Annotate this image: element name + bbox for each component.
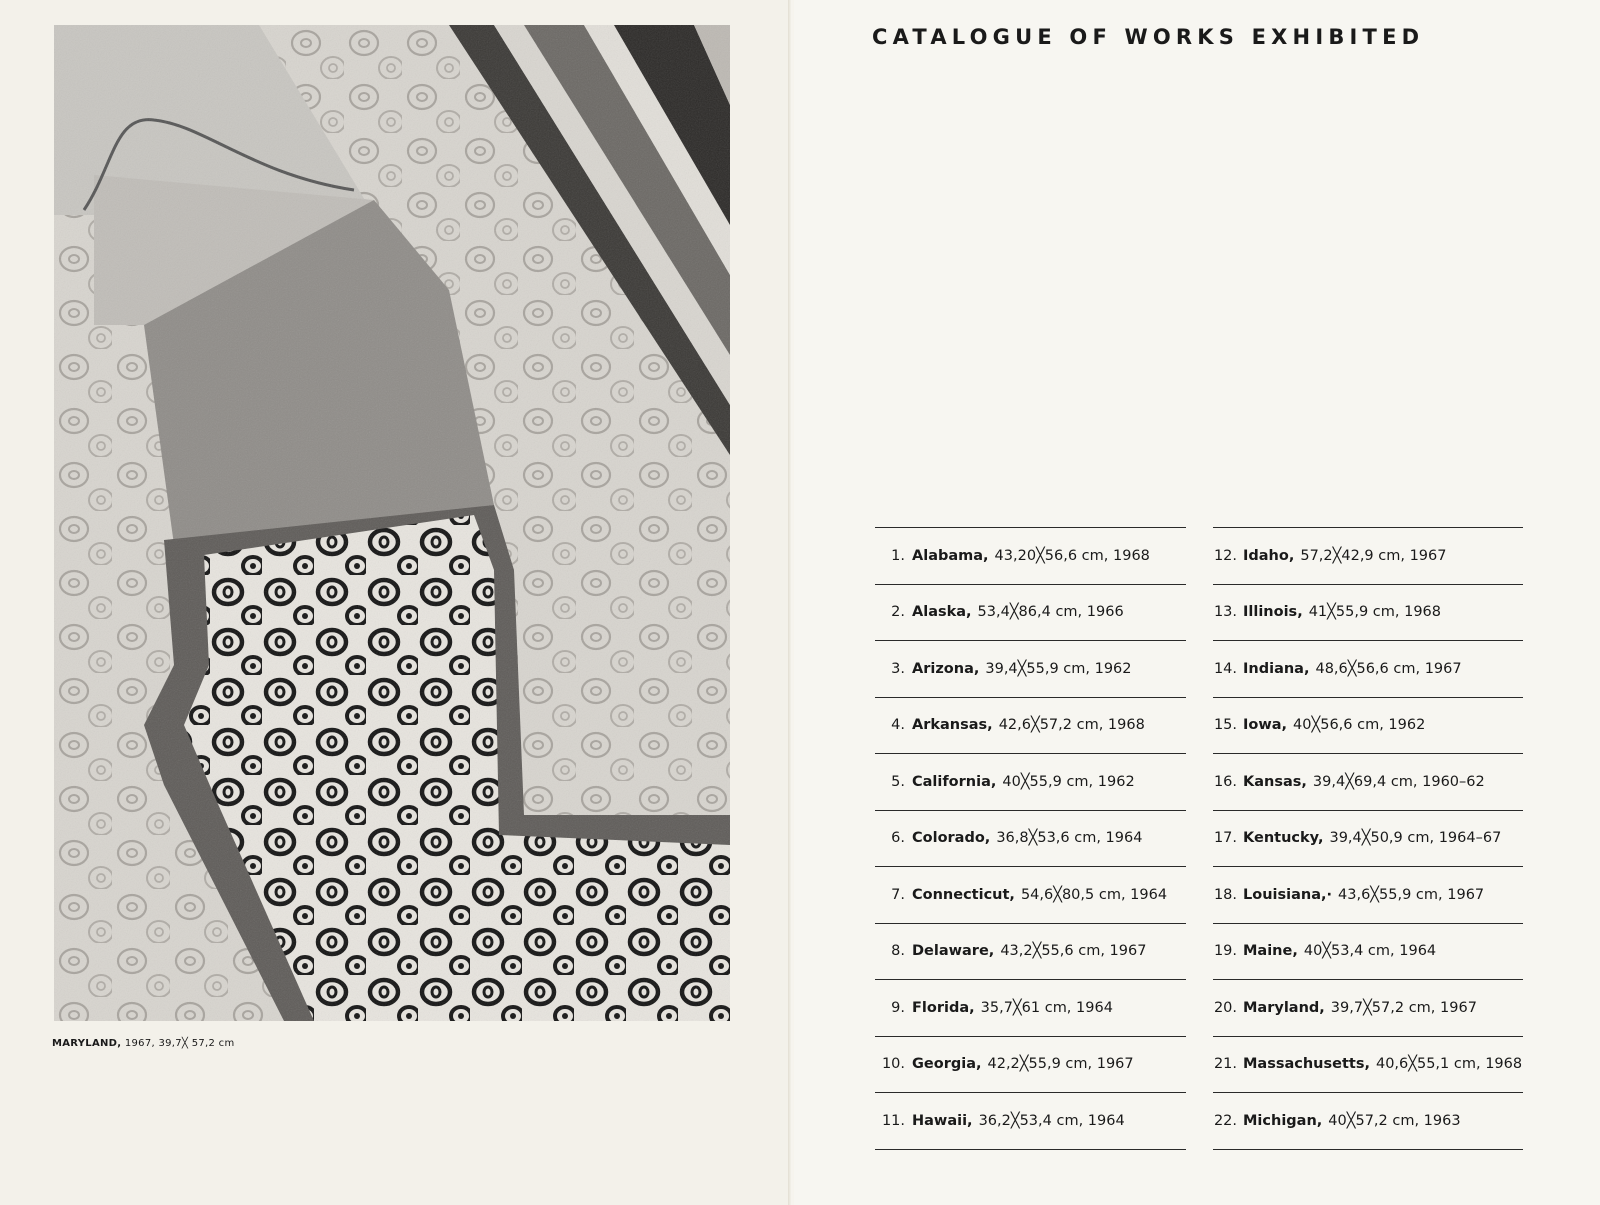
entry-title: Connecticut, [912,886,1015,903]
catalogue-entry [875,584,1186,641]
catalogue-entry [1213,1036,1523,1093]
entry-details: 57,2╳42,9 cm, 1967 [1300,547,1447,564]
catalogue-entry [875,1036,1186,1093]
catalogue-entry [875,527,1186,584]
entry-title: Illinois, [1243,604,1303,621]
entry-details: 39,4╳55,9 cm, 1962 [985,660,1132,677]
catalogue-entry [1213,584,1523,641]
artwork-caption-title: MARYLAND, [52,1038,122,1049]
entry-title: Delaware, [912,943,995,960]
catalogue-entry [875,810,1186,867]
entry-number: 15. [1213,717,1237,734]
catalogue-entry [1213,923,1523,980]
entry-title: Arkansas, [912,717,993,734]
entry-title: Indiana, [1243,660,1310,677]
catalogue-entry [1213,1092,1523,1150]
entry-details: 43,20╳56,6 cm, 1968 [994,547,1150,564]
entry-number: 2. [891,604,905,621]
entry-number: 8. [891,943,905,960]
entry-number: 22. [1213,1112,1237,1129]
entry-title: California, [912,773,997,790]
entry-number: 19. [1213,943,1237,960]
catalogue-entry [875,697,1186,754]
entry-number: 5. [891,773,905,790]
entry-number: 13. [1213,604,1237,621]
entry-number: 3. [891,660,905,677]
entry-title: Kentucky, [1243,830,1324,847]
entry-number: 20. [1213,999,1237,1016]
entry-number: 9. [891,999,905,1016]
catalogue-entry [1213,810,1523,867]
entry-title: Kansas, [1243,773,1307,790]
entry-details: 40╳57,2 cm, 1963 [1328,1112,1461,1129]
entry-title: Idaho, [1243,547,1295,564]
entry-number: 1. [891,547,905,564]
entry-title: Maryland, [1243,999,1325,1016]
catalogue-entry [1213,527,1523,584]
entry-title: Alaska, [912,604,972,621]
entry-details: 43,2╳55,6 cm, 1967 [1000,943,1147,960]
entry-details: 40╳53,4 cm, 1964 [1303,943,1437,960]
entry-title: Louisiana,· [1243,886,1333,903]
catalogue-column-right [1213,527,1523,1150]
entry-title: Massachusetts, [1243,1056,1370,1073]
entry-details: 42,6╳57,2 cm, 1968 [998,717,1145,734]
catalogue-entry [875,753,1186,810]
catalogue-entry [875,979,1186,1036]
catalogue-column-left [875,527,1186,1150]
entry-details: 39,4╳69,4 cm, 1960–62 [1312,773,1485,790]
entry-number: 12. [1213,547,1237,564]
entry-details: 39,7╳57,2 cm, 1967 [1330,999,1477,1016]
catalogue-entry [1213,753,1523,810]
entry-title: Florida, [912,999,975,1016]
entry-number: 10. [881,1056,905,1073]
entry-details: 48,6╳56,6 cm, 1967 [1315,660,1462,677]
entry-title: Iowa, [1243,717,1288,734]
left-page [0,0,790,1205]
catalogue-entry [1213,640,1523,697]
catalogue-entry [1213,866,1523,923]
entry-details: 39,4╳50,9 cm, 1964–67 [1329,830,1502,847]
catalogue-entry [875,1092,1186,1150]
entry-title: Hawaii, [912,1112,973,1129]
catalogue-entry [875,640,1186,697]
entry-details: 40,6╳55,1 cm, 1968 [1375,1056,1523,1073]
entry-details: 35,7╳61 cm, 1964 [980,999,1113,1016]
entry-details: 43,6╳55,9 cm, 1967 [1338,886,1485,903]
entry-details: 36,2╳53,4 cm, 1964 [978,1112,1125,1129]
artwork-plate [54,25,730,1021]
catalogue-heading: CATALOGUE OF WORKS EXHIBITED [872,25,1425,49]
entry-number: 21. [1213,1056,1237,1073]
artwork-caption [52,1038,235,1049]
entry-details: 36,8╳53,6 cm, 1964 [996,830,1143,847]
entry-number: 4. [891,717,905,734]
catalogue-entry [875,923,1186,980]
catalogue-entry [875,866,1186,923]
entry-details: 40╳56,6 cm, 1962 [1293,717,1426,734]
entry-details: 41╳55,9 cm, 1968 [1308,604,1441,621]
entry-title: Georgia, [912,1056,982,1073]
entry-number: 16. [1213,773,1237,790]
entry-details: 53,4╳86,4 cm, 1966 [977,604,1124,621]
entry-number: 6. [891,830,905,847]
entry-number: 17. [1213,830,1237,847]
artwork-caption-details: 1967, 39,7╳ 57,2 cm [124,1038,235,1049]
entry-number: 14. [1213,660,1237,677]
catalogue-entry [1213,697,1523,754]
artwork-image [54,25,730,1021]
entry-number: 7. [891,886,905,903]
entry-details: 42,2╳55,9 cm, 1967 [987,1056,1134,1073]
entry-title: Michigan, [1243,1112,1323,1129]
entry-title: Maine, [1243,943,1298,960]
entry-title: Alabama, [912,547,989,564]
entry-number: 18. [1213,886,1237,903]
entry-details: 54,6╳80,5 cm, 1964 [1020,886,1168,903]
catalogue-entry [1213,979,1523,1036]
entry-title: Colorado, [912,830,991,847]
entry-number: 11. [881,1112,905,1129]
entry-details: 40╳55,9 cm, 1962 [1002,773,1135,790]
entry-title: Arizona, [912,660,980,677]
